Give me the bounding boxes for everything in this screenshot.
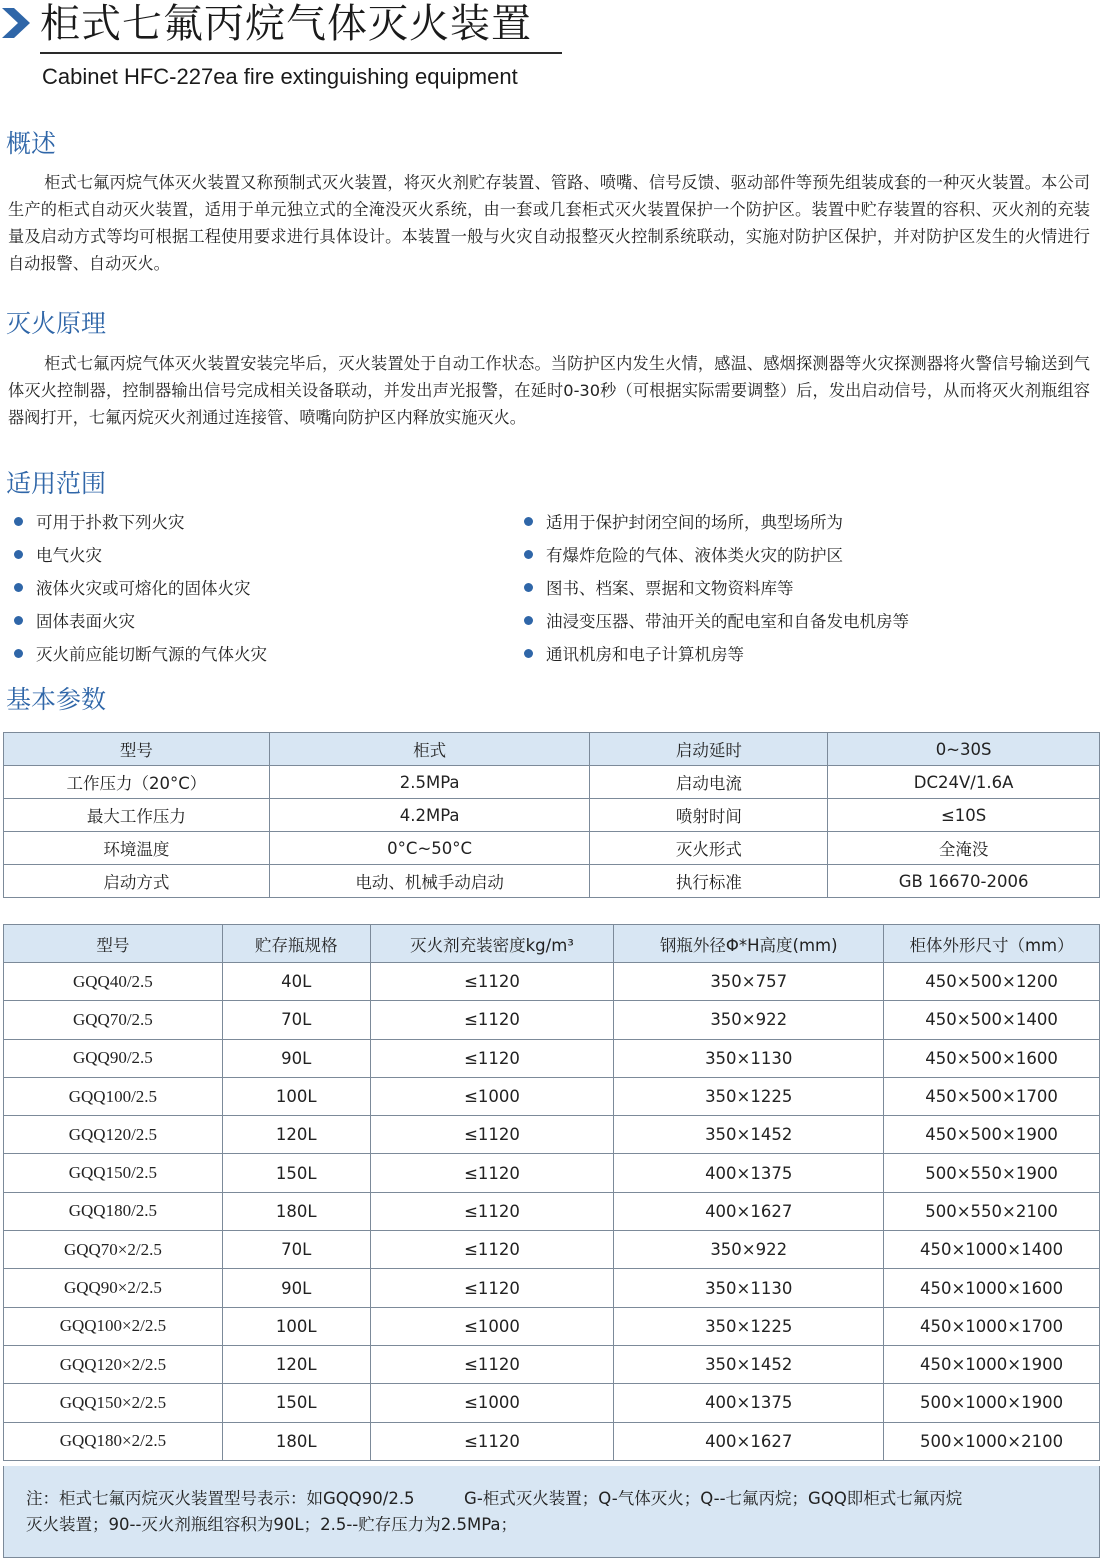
table-cell: 450×1000×1600 [884,1269,1100,1307]
table-cell: 180L [222,1422,370,1460]
table-cell: 2.5MPa [269,766,590,799]
bullet-dot-icon [14,517,23,526]
table-cell: GQQ70×2/2.5 [4,1231,223,1269]
bullet-dot-icon [14,550,23,559]
table-row [4,1231,1100,1269]
table-cell: GQQ70/2.5 [4,1001,223,1039]
page-header [0,0,1100,100]
table-cell: ≤1120 [370,1269,614,1307]
table-cell: GQQ90/2.5 [4,1039,223,1077]
table-cell: ≤1120 [370,1001,614,1039]
list-item: 电气火灾 [14,545,102,567]
table-cell: 70L [222,1231,370,1269]
list-item: 油浸变压器、带油开关的配电室和自备发电机房等 [524,611,909,633]
table-cell: 启动电流 [590,766,828,799]
table-cell: 350×1130 [614,1269,884,1307]
table-cell: 350×1225 [614,1077,884,1115]
table-cell: 400×1375 [614,1384,884,1422]
table-row [4,963,1100,1001]
table-row [4,1269,1100,1307]
table-cell: 电动、机械手动启动 [269,865,590,898]
table-cell: GQQ180×2/2.5 [4,1422,223,1460]
table-cell: 350×757 [614,963,884,1001]
table-cell: ≤1120 [370,963,614,1001]
table-cell: 启动方式 [4,865,270,898]
section-title-principle: 灭火原理 [6,309,107,338]
table-cell: 350×1225 [614,1307,884,1345]
table-row [4,766,1100,799]
table-cell: ≤1120 [370,1116,614,1154]
table-cell: 0°C~50°C [269,832,590,865]
overview-paragraph [8,169,1090,277]
table-cell: GQQ90×2/2.5 [4,1269,223,1307]
bullet-dot-icon [14,583,23,592]
table-cell: 全淹没 [828,832,1100,865]
basic-params-table [3,732,1100,898]
table-cell: ≤1000 [370,1384,614,1422]
bullet-dot-icon [14,616,23,625]
table-cell: GQQ100/2.5 [4,1077,223,1115]
principle-text: 柜式七氟丙烷气体灭火装置安装完毕后，灭火装置处于自动工作状态。当防护区内发生火情，感温、感烟探测器等火灾探测器将火警信号输送到气体灭火控制器，控制器输出信号完成相关设备联动，并发出声光报警，在延时0-30秒（可根据实际需要调整）后，发出启动信号，从而将灭火剂瓶组容器阀打开，七氟丙烷灭火剂通过连接管、喷嘴向防护区内释放实施灭火。 [8,354,1090,427]
table-cell: 350×1452 [614,1116,884,1154]
column-header: 型号 [4,925,223,963]
table-cell: 500×550×2100 [884,1192,1100,1230]
table-cell: 180L [222,1192,370,1230]
table-cell: DC24V/1.6A [828,766,1100,799]
table-row [4,733,1100,766]
table-cell: 450×500×1600 [884,1039,1100,1077]
model-note [3,1466,1100,1558]
chevron-right-icon [2,8,30,38]
table-row [4,1192,1100,1230]
table-cell: GQQ100×2/2.5 [4,1307,223,1345]
bullet-dot-icon [524,616,533,625]
column-header: 灭火剂充装密度kg/m³ [370,925,614,963]
section-title-scope: 适用范围 [6,469,107,498]
table-row [4,1422,1100,1460]
list-item: 灭火前应能切断气源的气体火灾 [14,644,267,666]
table-cell: 100L [222,1307,370,1345]
table-cell: 350×1452 [614,1345,884,1383]
table-cell: 350×922 [614,1231,884,1269]
table-row [4,1384,1100,1422]
table-cell: ≤1120 [370,1154,614,1192]
bullet-dot-icon [524,583,533,592]
table-cell: 0~30S [828,733,1100,766]
table-cell: 150L [222,1154,370,1192]
table-cell: 执行标准 [590,865,828,898]
table-cell: 500×1000×1900 [884,1384,1100,1422]
table-cell: GQQ180/2.5 [4,1192,223,1230]
table-row [4,1116,1100,1154]
list-item: 通讯机房和电子计算机房等 [524,644,744,666]
overview-text: 柜式七氟丙烷气体灭火装置又称预制式灭火装置，将灭火剂贮存装置、管路、喷嘴、信号反馈、驱动部件等预先组装成套的一种灭火装置。本公司生产的柜式自动灭火装置，适用于单元独立式的全淹没灭火系统，由一套或几套柜式灭火装置保护一个防护区。装置中贮存装置的容积、灭火剂的充装量及启动方式等均可根据工程使用要求进行具体设计。本装置一般与火灾自动报整灭火控制系统联动，实施对防护区保护，并对防护区发生的火情进行自动报警、自动灭火。 [8,173,1090,273]
list-item: 适用于保护封闭空间的场所，典型场所为 [524,512,843,534]
table-cell: 最大工作压力 [4,799,270,832]
table-cell: 450×500×1900 [884,1116,1100,1154]
table-cell: 120L [222,1116,370,1154]
table-cell: 450×500×1200 [884,963,1100,1001]
table-cell: 500×550×1900 [884,1154,1100,1192]
table-cell: 喷射时间 [590,799,828,832]
table-cell: 型号 [4,733,270,766]
table-row [4,832,1100,865]
table-cell: 柜式 [269,733,590,766]
table-cell: 70L [222,1001,370,1039]
table-cell: GQQ120/2.5 [4,1116,223,1154]
table-cell: ≤1120 [370,1192,614,1230]
table-cell: ≤1120 [370,1422,614,1460]
table-cell: GQQ150/2.5 [4,1154,223,1192]
list-item: 液体火灾或可熔化的固体火灾 [14,578,251,600]
table-cell: GQQ40/2.5 [4,963,223,1001]
table-cell: ≤1120 [370,1231,614,1269]
bullet-dot-icon [14,649,23,658]
table-row [4,1077,1100,1115]
table-cell: 120L [222,1345,370,1383]
note-line-1: 注：柜式七氟丙烷灭火装置型号表示：如GQQ90/2.5 G-柜式灭火装置；Q-气体灭火；Q--七氟丙烷；GQQ即柜式七氟丙烷 [26,1489,963,1508]
bullet-dot-icon [524,550,533,559]
column-header: 钢瓶外径Φ*H高度(mm) [614,925,884,963]
table-cell: 450×500×1700 [884,1077,1100,1115]
bullet-dot-icon [524,517,533,526]
table-cell: 100L [222,1077,370,1115]
table-cell: 4.2MPa [269,799,590,832]
table-cell: 90L [222,1269,370,1307]
table-row [4,1154,1100,1192]
table-row [4,865,1100,898]
principle-paragraph [8,350,1090,431]
table-row [4,1039,1100,1077]
table-cell: 40L [222,963,370,1001]
list-item: 有爆炸危险的气体、液体类火灾的防护区 [524,545,843,567]
table-cell: ≤1120 [370,1039,614,1077]
table-cell: GQQ120×2/2.5 [4,1345,223,1383]
list-item: 可用于扑救下列火灾 [14,512,185,534]
table-cell: 500×1000×2100 [884,1422,1100,1460]
table-cell: ≤10S [828,799,1100,832]
table-cell: 450×1000×1400 [884,1231,1100,1269]
table-cell: 150L [222,1384,370,1422]
column-header: 柜体外形尺寸（mm） [884,925,1100,963]
title-divider [40,52,562,54]
table-cell: GQQ150×2/2.5 [4,1384,223,1422]
note-line-2: 灭火装置；90--灭火剂瓶组容积为90L；2.5--贮存压力为2.5MPa； [26,1515,518,1534]
table-cell: 450×500×1400 [884,1001,1100,1039]
section-title-params: 基本参数 [6,685,107,714]
table-row [4,799,1100,832]
table-cell: 灭火形式 [590,832,828,865]
table-cell: 350×922 [614,1001,884,1039]
spec-table [3,924,1100,1461]
table-cell: ≤1000 [370,1077,614,1115]
table-cell: 450×1000×1700 [884,1307,1100,1345]
table-cell: 工作压力（20°C） [4,766,270,799]
column-header: 贮存瓶规格 [222,925,370,963]
page-title: 柜式七氟丙烷气体灭火装置 [40,1,532,47]
table-cell: 400×1627 [614,1192,884,1230]
table-cell: GB 16670-2006 [828,865,1100,898]
table-row [4,1001,1100,1039]
table-header-row [4,925,1100,963]
bullet-dot-icon [524,649,533,658]
table-cell: 400×1375 [614,1154,884,1192]
table-cell: 400×1627 [614,1422,884,1460]
list-item: 图书、档案、票据和文物资料库等 [524,578,794,600]
list-item: 固体表面火灾 [14,611,135,633]
table-cell: ≤1120 [370,1345,614,1383]
page-subtitle: Cabinet HFC-227ea fire extinguishing equipment [42,64,518,89]
table-cell: 环境温度 [4,832,270,865]
table-row [4,1307,1100,1345]
table-cell: 启动延时 [590,733,828,766]
section-title-overview: 概述 [6,129,57,158]
table-cell: ≤1000 [370,1307,614,1345]
table-row [4,1345,1100,1383]
table-cell: 450×1000×1900 [884,1345,1100,1383]
table-cell: 90L [222,1039,370,1077]
table-cell: 350×1130 [614,1039,884,1077]
